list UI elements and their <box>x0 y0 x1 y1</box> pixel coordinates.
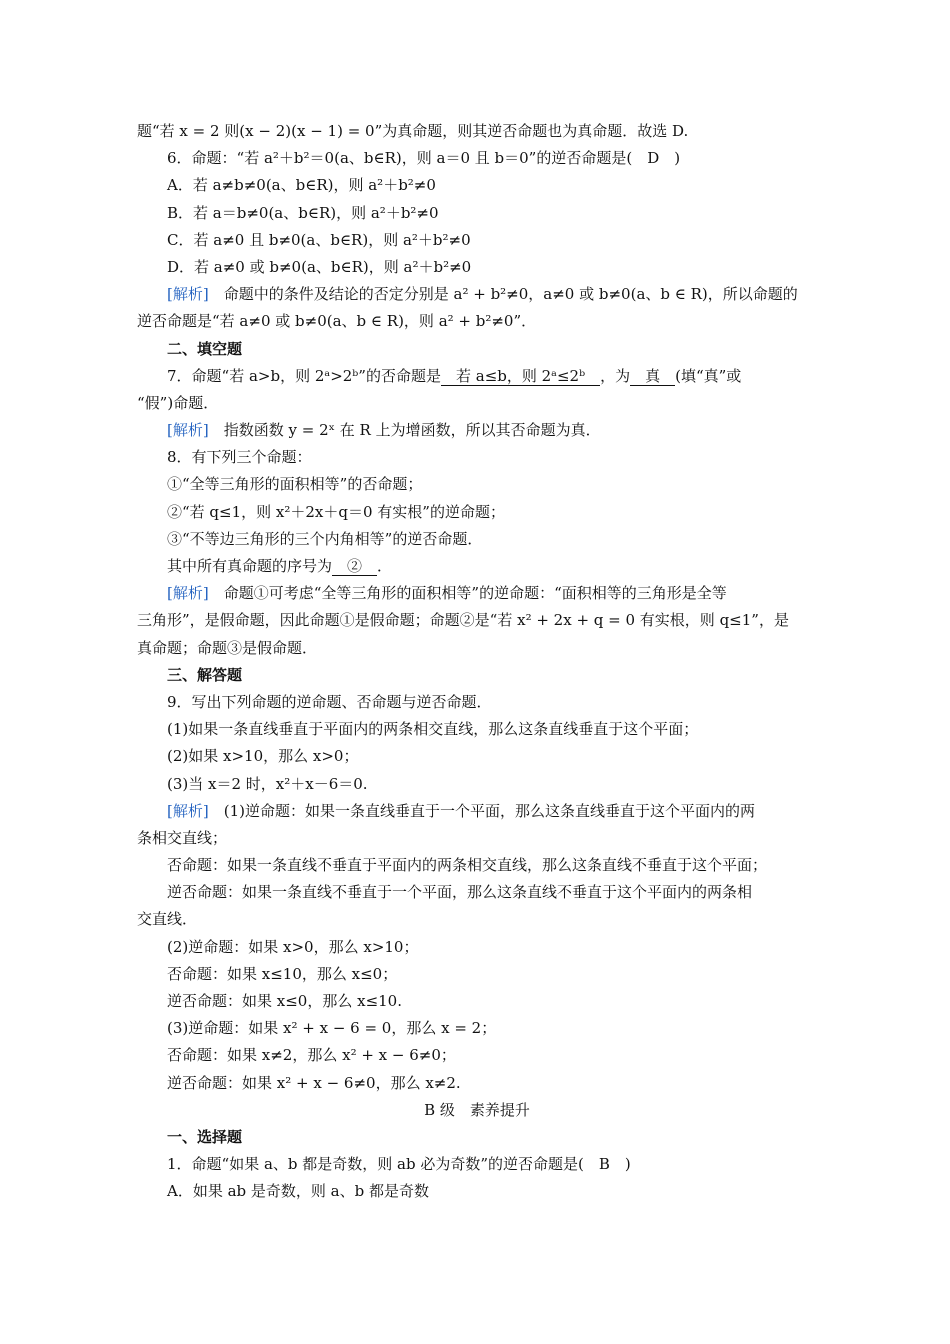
text-line: 逆否命题：如果 x≤0，那么 x≤10. <box>167 992 402 1010</box>
text-line: 逆否命题：如果一条直线不垂直于一个平面，那么这条直线不垂直于这个平面内的两条相 <box>167 883 753 902</box>
fill-question <box>137 363 817 390</box>
answer-blank: ② <box>332 557 378 575</box>
text-line: 否命题：如果 x≠2，那么 x² + x − 6≠0； <box>167 1046 456 1065</box>
text-line: “假”)命题． <box>137 393 219 412</box>
text-line: 否命题：如果一条直线不垂直于平面内的两条相交直线，那么这条直线不垂直于这个平面； <box>167 856 768 875</box>
section-heading: 三、解答题 <box>167 665 243 684</box>
analysis-tag: [解析] <box>167 801 209 820</box>
text-line: C．若 a≠0 且 b≠0(a、b∈R)，则 a²＋b²≠0 <box>167 230 471 249</box>
analysis-tag: [解析] <box>167 421 209 440</box>
text-line: A．如果 ab 是奇数，则 a、b 都是奇数 <box>167 1182 429 1201</box>
question-text: ． <box>377 557 393 575</box>
analysis-line <box>137 417 817 444</box>
text-line: B．若 a＝b≠0(a、b∈R)，则 a²＋b²≠0 <box>167 203 439 222</box>
text-line: 条相交直线； <box>137 828 228 847</box>
question-text: 其中所有真命题的序号为 <box>167 557 333 575</box>
analysis-text: 命题①可考虑“全等三角形的面积相等”的逆命题：“面积相等的三角形是全等 <box>223 584 727 603</box>
section-heading: 二、填空题 <box>167 339 243 358</box>
text-line: (2)逆命题：如果 x>0，那么 x>10； <box>167 937 419 956</box>
question-text: (填“真”或 <box>675 366 742 385</box>
text-line: A．若 a≠b≠0(a、b∈R)，则 a²＋b²≠0 <box>167 176 436 195</box>
text-line: 6．命题：“若 a²＋b²＝0(a、b∈R)，则 a＝0 且 b＝0”的逆否命题是( D ) <box>167 149 681 168</box>
analysis-line <box>137 281 817 308</box>
text-line: 8．有下列三个命题： <box>167 448 312 467</box>
question-text: ，为 <box>600 366 631 385</box>
analysis-tag: [解析] <box>167 285 209 304</box>
analysis-text: 命题中的条件及结论的否定分别是 a² + b²≠0，a≠0 或 b≠0(a、b ∈ R)，所以命题的 <box>223 285 798 304</box>
analysis-text: 指数函数 y = 2ˣ 在 R 上为增函数，所以其否命题为真． <box>223 421 601 440</box>
text-line: (1)如果一条直线垂直于平面内的两条相交直线，那么这条直线垂直于这个平面； <box>167 720 699 739</box>
text-line: 9．写出下列命题的逆命题、否命题与逆否命题． <box>167 692 492 711</box>
analysis-line <box>137 580 817 607</box>
text-line: ②“若 q≤1，则 x²＋2x＋q＝0 有实根”的逆命题； <box>167 502 505 521</box>
analysis-tag: [解析] <box>167 584 209 603</box>
level-heading: B 级 素养提升 <box>424 1100 530 1119</box>
analysis-line <box>137 798 817 825</box>
text-line: (3)逆命题：如果 x² + x − 6 = 0，那么 x = 2； <box>167 1019 497 1038</box>
document-page <box>137 118 817 1206</box>
question-text: 7．命题“若 a>b，则 2ᵃ>2ᵇ”的否命题是 <box>167 366 441 385</box>
text-line: 三角形”，是假命题，因此命题①是假命题；命题②是“若 x² + 2x + q = 0 有实根，则 q≤1”，是 <box>137 611 789 630</box>
text-line: D．若 a≠0 或 b≠0(a、b∈R)，则 a²＋b²≠0 <box>167 257 472 276</box>
text-line: 1．命题“如果 a、b 都是奇数，则 ab 必为奇数”的逆否命题是( B ) <box>167 1155 631 1174</box>
answer-blank: 若 a≤b，则 2ᵃ≤2ᵇ <box>440 366 601 385</box>
answer-blank: 真 <box>630 366 676 385</box>
text-line: 逆否命题：如果 x² + x − 6≠0，那么 x≠2. <box>167 1073 461 1092</box>
text-line: ①“全等三角形的面积相等”的否命题； <box>167 475 423 494</box>
analysis-text: (1)逆命题：如果一条直线垂直于一个平面，那么这条直线垂直于这个平面内的两 <box>223 801 755 820</box>
text-line: ③“不等边三角形的三个内角相等”的逆否命题． <box>167 529 483 548</box>
text-line: 题“若 x = 2 则(x − 2)(x − 1) = 0”为真命题，则其逆否命题也为真命题．故选 D. <box>137 122 689 140</box>
text-line: 真命题；命题③是假命题． <box>137 638 318 657</box>
text-line: 否命题：如果 x≤10，那么 x≤0； <box>167 964 398 983</box>
fill-question <box>137 553 817 580</box>
section-heading: 一、选择题 <box>167 1127 243 1146</box>
text-line: (3)当 x＝2 时，x²＋x－6＝0. <box>167 774 368 793</box>
text-line: 逆否命题是“若 a≠0 或 b≠0(a、b ∈ R)，则 a² + b²≠0”． <box>137 312 537 331</box>
text-line: (2)如果 x>10，那么 x>0； <box>167 747 359 766</box>
text-line: 交直线． <box>137 910 198 929</box>
